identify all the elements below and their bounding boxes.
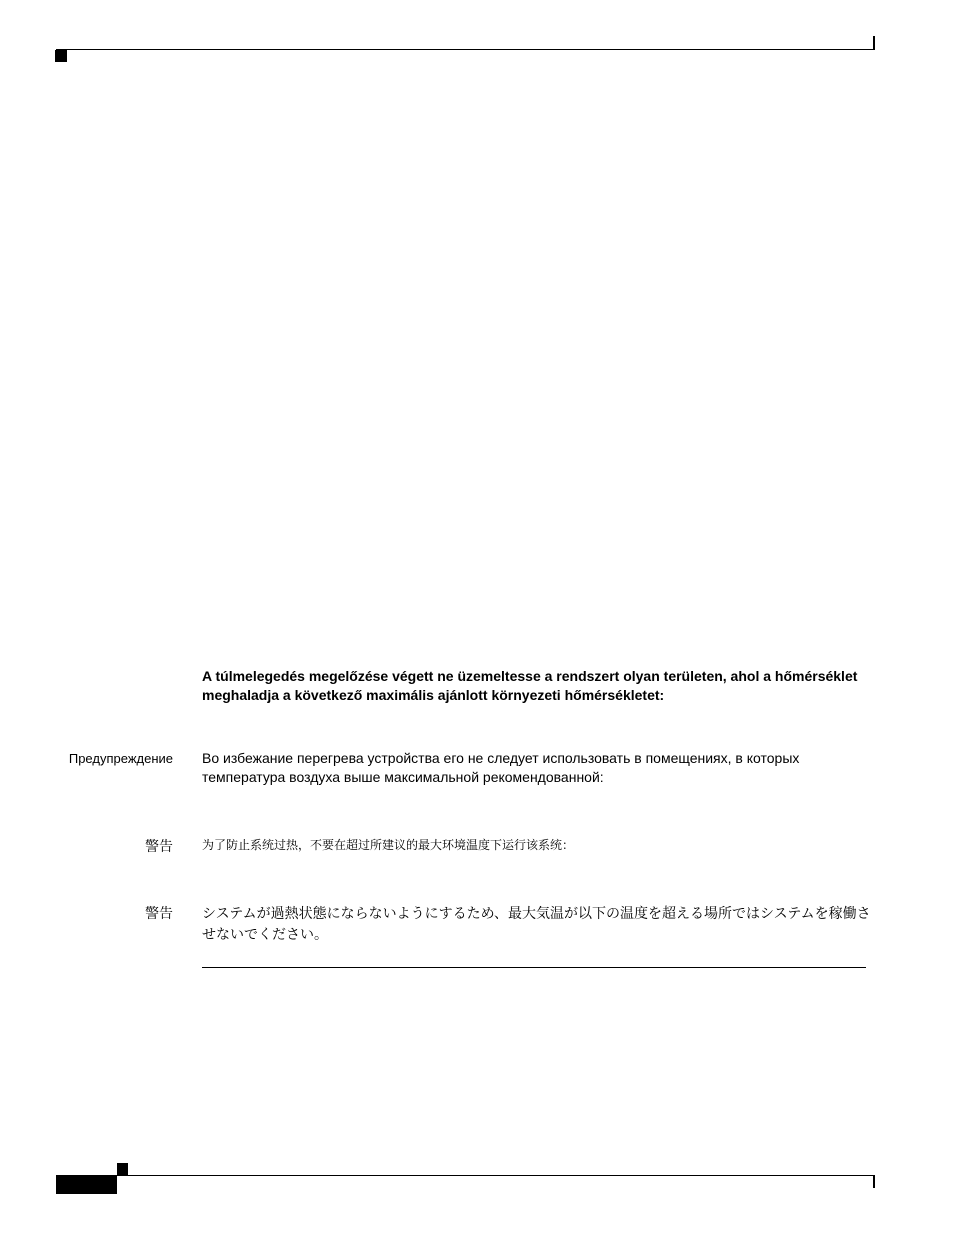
footer-page-number-bar <box>56 1176 117 1194</box>
warning-text-chinese: 为了防止系统过热，不要在超过所建议的最大环境温度下运行该系统： <box>202 838 575 852</box>
header-rule <box>56 49 875 50</box>
warning-text-russian: Во избежание перегрева устройства его не следует использовать в помещениях, в которых температура воздуха выше максимальной рекомендованной: <box>202 750 800 785</box>
header-tick-mark <box>873 36 875 50</box>
warning-label-chinese: 警告 <box>145 838 173 854</box>
header-square-marker <box>55 50 67 62</box>
warning-label-russian: Предупреждение <box>68 751 173 766</box>
warning-end-rule <box>202 967 866 968</box>
footer-tick-mark <box>873 1176 875 1188</box>
warning-label-japanese: 警告 <box>145 905 173 921</box>
warning-text-japanese: システムが過熱状態にならないようにするため、最大気温が以下の温度を超える場所ではシステムを稼働させないでください。 <box>202 905 871 942</box>
warning-text-hungarian: A túlmelegedés megelőzése végett ne üzemeltesse a rendszert olyan területen, ahol a hőmérséklet meghaladja a következő maximális ajánlott környezeti hőmérsékletet: <box>202 668 858 703</box>
footer-rule <box>56 1175 875 1176</box>
footer-square-marker <box>117 1163 128 1175</box>
